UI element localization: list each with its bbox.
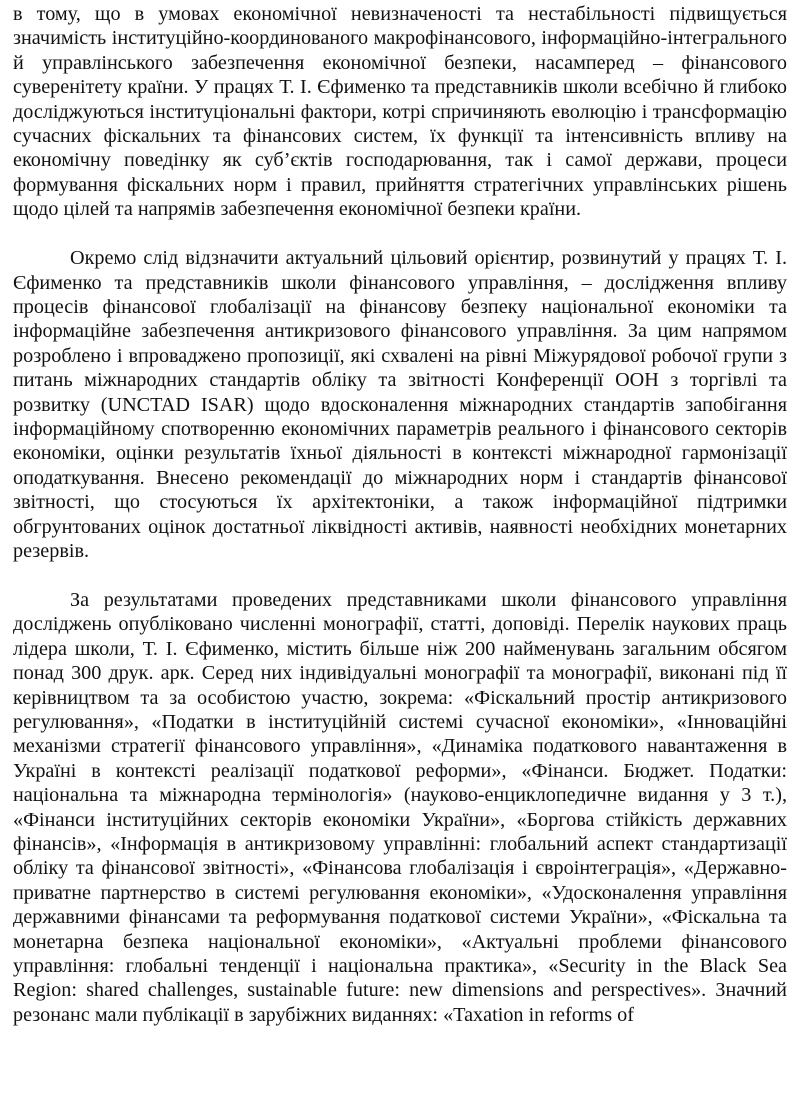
- paragraph-2: Окремо слід відзначити актуальний цільовий орієнтир, розвинутий у працях Т. І. Єфименко та представників школи фінансового управління, – дослідження впливу процесів фінансової глобалізації на фінансову безпеку національної економіки та інформаційне забезпечення антикризового фінансового управління. За цим напрямом розроблено і впроваджено пропозиції, які схвалені на рівні Міжурядової робочої групи з питань міжнародних стандартів обліку та звітності Конференції ООН з торгівлі та розвитку (UNCTAD ISAR) щодо вдосконалення міжнародних стандартів запобігання інформаційному спотворенню економічних параметрів реального і фінансового секторів економіки, оцінки результатів їхньої діяльності в контексті міжнародної гармонізації оподаткування. Внесено рекомендації до міжнародних норм і стандартів фінансової звітності, що стосуються їх архітектоніки, а також інформаційної підтримки обгрунтованих оцінок достатньої ліквідності активів, наявності необхідних монетарних резервів.: [13, 247, 787, 563]
- paragraph-1: в тому, що в умовах економічної невизначеності та нестабільності підвищується значимість інституційно-координованого макрофінансового, інформаційно-інтегрального й управлінського забезпечення економічної безпеки, насамперед – фінансового суверенітету країни. У працях Т. І. Єфименко та представників школи всебічно й глибоко досліджуються інституціональні фактори, котрі спричиняють еволюцію і трансформацію сучасних фіскальних та фінансових систем, їх функції та інтенсивність впливу на економічну поведінку як суб’єктів господарювання, так і самої держави, процеси формування фіскальних норм і правил, прийняття стратегічних управлінських рішень щодо цілей та напрямів забезпечення економічної безпеки країни.: [13, 3, 787, 221]
- paragraph-3: За результатами проведених представниками школи фінансового управління досліджень опубліковано численні монографії, статті, доповіді. Перелік наукових праць лідера школи, Т. І. Єфименко, містить більше ніж 200 найменувань загальним обсягом понад 300 друк. арк. Серед них індивідуальні монографії та монографії, виконані під її керівництвом та за особистою участю, зокрема: «Фіскальний простір антикризового регулювання», «Податки в інституційній системі сучасної економіки», «Інноваційні механізми стратегії фінансового управління», «Динаміка податкового навантаження в Україні в контексті реалізації податкової реформи», «Фінанси. Бюджет. Податки: національна та міжнародна термінологія» (науково-енциклопедичне видання у 3 т.), «Фінанси інституційних секторів економіки України», «Боргова стійкість державних фінансів», «Інформація в антикризовому управлінні: глобальний аспект стандартизації обліку та фінансової звітності», «Фінансова глобалізація і євроінтеграція», «Державно-приватне партнерство в системі регулювання економіки», «Удосконалення управління державними фінансами та реформування податкової системи України», «Фіскальна та монетарна безпека національної економіки», «Актуальні проблеми фінансового управління: глобальні тенденції і національна практика», «Security in the Black Sea Region: shared challenges, sustainable future: new dimensions and perspectives». Значний резонанс мали публікації в зарубіжних виданнях: «Taxation in reforms of: [13, 588, 787, 1026]
